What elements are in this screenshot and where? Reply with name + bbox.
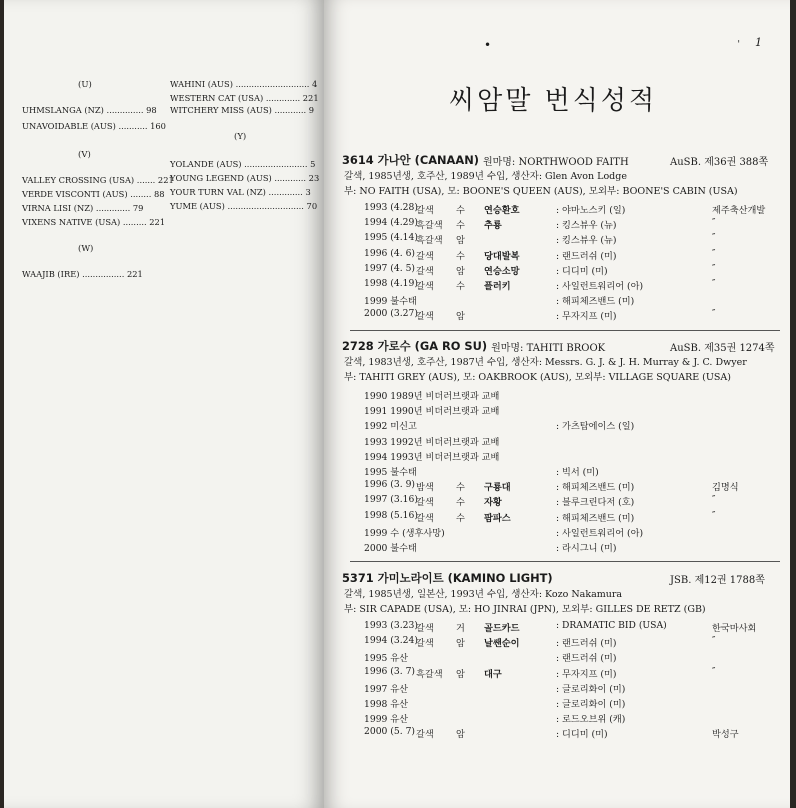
- covering-sire: : 해피체즈밴드 (미): [556, 296, 635, 308]
- owner: ″: [712, 247, 716, 259]
- foal-sex: 수: [456, 497, 465, 509]
- foal-color: 갈색: [416, 265, 434, 277]
- foal-sex: 암: [456, 235, 465, 247]
- entry-studbook-ref: AuSB. 제36권 388쪽: [670, 157, 769, 168]
- covering-sire: : 무자지프 (미): [556, 311, 617, 323]
- foal-name: 연승소망: [484, 265, 520, 277]
- covering-sire: : 해피체즈밴드 (미): [556, 512, 635, 524]
- foal-date: 1995 (4.14): [364, 232, 418, 244]
- index-entry: YUME (AUS) ............................. 70: [170, 201, 318, 211]
- owner: ″: [712, 635, 716, 647]
- covering-sire: : 킹스뷰우 (뉴): [556, 220, 617, 232]
- foal-color: 흑갈색: [416, 668, 443, 680]
- foal-year-status: 1992 미신고: [364, 421, 417, 433]
- index-entry: WAHINI (AUS) ............................ 4: [170, 79, 318, 89]
- covering-sire: : 랜드러쉬 (미): [556, 250, 617, 262]
- foal-sex: 거: [456, 623, 465, 634]
- foal-year-status: 1999 유산: [364, 714, 409, 726]
- foal-color: 갈색: [416, 497, 434, 509]
- foal-year-status: 1993 1992년 비더러브랫과 교배: [364, 436, 500, 448]
- entry-studbook-ref: JSB. 제12권 1788쪽: [670, 575, 765, 586]
- entry-pedigree: 부: SIR CAPADE (USA), 모: HO JINRAI (JPN), 모외부: GILLES DE RETZ (GB): [344, 604, 706, 615]
- owner: ″: [712, 278, 716, 289]
- foal-sex: 암: [456, 311, 465, 323]
- foal-date: 1993 (4.28): [364, 202, 418, 213]
- foal-year-status: 1995 불수태: [364, 467, 417, 478]
- foal-year-status: 1990 1989년 비더러브랫과 교배: [364, 391, 500, 402]
- foal-color: 갈색: [416, 512, 434, 524]
- foal-sex: 암: [456, 668, 465, 680]
- foal-sex: 암: [456, 729, 465, 741]
- covering-sire: : 빅서 (미): [556, 467, 599, 478]
- entry-pedigree: 부: NO FAITH (USA), 모: BOONE'S QUEEN (AUS), 모외부: BOONE'S CABIN (USA): [344, 186, 738, 197]
- tick-mark: ': [737, 40, 740, 50]
- owner: 제주축산개발: [712, 205, 766, 216]
- foal-color: 밤색: [416, 482, 434, 494]
- foal-date: 2000 (3.27): [364, 308, 418, 320]
- owner: ″: [712, 509, 716, 521]
- foal-color: 갈색: [416, 623, 434, 634]
- covering-sire: : 가츠탑에이스 (일): [556, 421, 635, 433]
- foal-name: 플러키: [484, 281, 511, 292]
- index-entry: VIXENS NATIVE (USA) ......... 221: [22, 217, 166, 227]
- covering-sire: : 해피체즈밴드 (미): [556, 482, 635, 494]
- covering-sire: : 라시그니 (미): [556, 543, 617, 554]
- foal-name: 구룡대: [484, 482, 511, 494]
- covering-sire: : 로드오브위 (캐): [556, 714, 626, 726]
- index-entry: VALLEY CROSSING (USA) ....... 221: [22, 175, 174, 185]
- owner: ″: [712, 232, 716, 244]
- foal-color: 갈색: [416, 638, 434, 650]
- foal-date: 1996 (3. 7): [364, 665, 416, 677]
- owner: ″: [712, 494, 716, 506]
- foal-date: 1998 (5.16): [364, 509, 418, 521]
- foal-sex: 수: [456, 205, 465, 216]
- index-entry: YOUNG LEGEND (AUS) ............ 23: [170, 173, 320, 183]
- index-entry: UNAVOIDABLE (AUS) ........... 160: [22, 121, 166, 131]
- foal-year-status: 1999 불수태: [364, 296, 417, 308]
- foal-sex: 수: [456, 281, 465, 292]
- left-page: [4, 0, 324, 808]
- covering-sire: : DRAMATIC BID (USA): [556, 620, 667, 631]
- index-entry: WAAJIB (IRE) ................ 221: [22, 269, 143, 279]
- foal-name: 당대발복: [484, 250, 520, 262]
- foal-sex: 암: [456, 638, 465, 650]
- entry-original-name: 원마명: NORTHWOOD FAITH: [482, 157, 629, 168]
- entry-original-name: 원마명: TAHITI BROOK: [491, 343, 606, 354]
- index-entry: WITCHERY MISS (AUS) ............ 9: [170, 105, 315, 115]
- foal-name: 추룡: [484, 220, 502, 232]
- foal-date: 1994 (4.29): [364, 217, 418, 229]
- foal-date: 2000 (5. 7): [364, 726, 416, 738]
- covering-sire: : 블루크린다저 (호): [556, 497, 635, 509]
- owner: ″: [712, 308, 716, 320]
- owner: ″: [712, 217, 716, 229]
- index-entry: UHMSLANGA (NZ) .............. 98: [22, 105, 157, 115]
- foal-name: 대구: [484, 668, 502, 680]
- page-mark: •: [484, 38, 492, 52]
- foal-date: 1994 (3.24): [364, 635, 418, 647]
- entry-pedigree: 부: TAHITI GREY (AUS), 모: OAKBROOK (AUS), 모외부: VILLAGE SQUARE (USA): [344, 372, 731, 383]
- foal-year-status: 1997 유산: [364, 683, 409, 695]
- index-letter-heading: (Y): [234, 132, 247, 142]
- owner: ″: [712, 262, 716, 274]
- entry-details: 갈색, 1985년생, 호주산, 1989년 수입, 생산자: Glen Avon Lodge: [344, 171, 627, 182]
- covering-sire: : 킹스뷰우 (뉴): [556, 235, 617, 247]
- foal-date: 1997 (4. 5): [364, 262, 416, 274]
- foal-name: 팜파스: [484, 512, 511, 524]
- foal-sex: 수: [456, 250, 465, 262]
- foal-color: 갈색: [416, 250, 434, 262]
- right-page: [324, 0, 790, 808]
- index-letter-heading: (U): [78, 80, 92, 90]
- foal-name: 골드카드: [484, 623, 520, 634]
- foal-color: 흑갈색: [416, 220, 443, 232]
- covering-sire: : 야마노스키 (일): [556, 205, 626, 216]
- entry-studbook-ref: AuSB. 제35권 1274쪽: [670, 343, 775, 354]
- foal-year-status: 2000 불수태: [364, 543, 417, 554]
- foal-name: 날쌘순이: [484, 638, 520, 650]
- entry-header: 2728 가로수 (GA RO SU): [342, 339, 488, 353]
- foal-sex: 암: [456, 265, 465, 277]
- foal-year-status: 1991 1990년 비더러브랫과 교배: [364, 406, 500, 418]
- foal-color: 흑갈색: [416, 235, 443, 247]
- index-entry: YOLANDE (AUS) ........................ 5: [170, 159, 316, 169]
- index-entry: VERDE VISCONTI (AUS) ........ 88: [22, 189, 165, 199]
- entry-header: 5371 가미노라이트 (KAMINO LIGHT): [342, 571, 553, 585]
- index-entry: YOUR TURN VAL (NZ) ............. 3: [170, 187, 311, 197]
- entry-details: 갈색, 1985년생, 일본산, 1993년 수입, 생산자: Kozo Nakamura: [344, 589, 623, 600]
- entry-separator: [350, 330, 780, 331]
- owner: 박성구: [712, 729, 739, 741]
- entry-header: 3614 가나안 (CANAAN): [342, 153, 479, 167]
- foal-color: 갈색: [416, 311, 434, 323]
- index-entry: VIRNA LISI (NZ) ............. 79: [22, 203, 144, 213]
- foal-date: 1996 (4. 6): [364, 247, 416, 259]
- foal-date: 1997 (3.16): [364, 494, 418, 506]
- covering-sire: : 랜드러쉬 (미): [556, 638, 617, 650]
- foal-name: 연승환호: [484, 205, 520, 216]
- covering-sire: : 랜드러쉬 (미): [556, 653, 617, 665]
- covering-sire: : 사일런트워리어 (아): [556, 527, 644, 539]
- foal-year-status: 1994 1993년 비더러브랫과 교배: [364, 451, 500, 463]
- covering-sire: : 디디미 (미): [556, 729, 608, 741]
- foal-color: 갈색: [416, 205, 434, 216]
- page-title: 씨암말 번식성적: [449, 86, 658, 116]
- index-letter-heading: (V): [78, 150, 91, 160]
- covering-sire: : 글로리화이 (미): [556, 699, 626, 710]
- foal-name: 자황: [484, 497, 502, 509]
- covering-sire: : 무자지프 (미): [556, 668, 617, 680]
- foal-year-status: 1995 유산: [364, 653, 409, 665]
- foal-year-status: 1999 수 (생후사망): [364, 527, 445, 539]
- foal-sex: 수: [456, 482, 465, 494]
- foal-date: 1996 (3. 9): [364, 479, 416, 491]
- index-entry: WESTERN CAT (USA) ............. 221: [170, 93, 319, 103]
- entry-separator: [350, 561, 780, 562]
- covering-sire: : 글로리화이 (미): [556, 683, 626, 695]
- owner: 김명식: [712, 482, 739, 494]
- entry-details: 갈색, 1983년생, 호주산, 1987년 수입, 생산자: Messrs. G. J. & J. H. Murray & J. C. Dwyer: [344, 357, 747, 368]
- foal-date: 1993 (3.23): [364, 620, 418, 631]
- owner: 한국마사회: [712, 623, 757, 634]
- foal-year-status: 1998 유산: [364, 699, 409, 710]
- foal-color: 갈색: [416, 281, 434, 292]
- owner: ″: [712, 665, 716, 677]
- foal-sex: 수: [456, 220, 465, 232]
- foal-sex: 수: [456, 512, 465, 524]
- foal-color: 갈색: [416, 729, 434, 741]
- covering-sire: : 사일런트워리어 (아): [556, 281, 644, 292]
- foal-date: 1998 (4.19): [364, 278, 418, 289]
- index-letter-heading: (W): [78, 244, 94, 254]
- page-number: 1: [755, 36, 762, 49]
- covering-sire: : 디디미 (미): [556, 265, 608, 277]
